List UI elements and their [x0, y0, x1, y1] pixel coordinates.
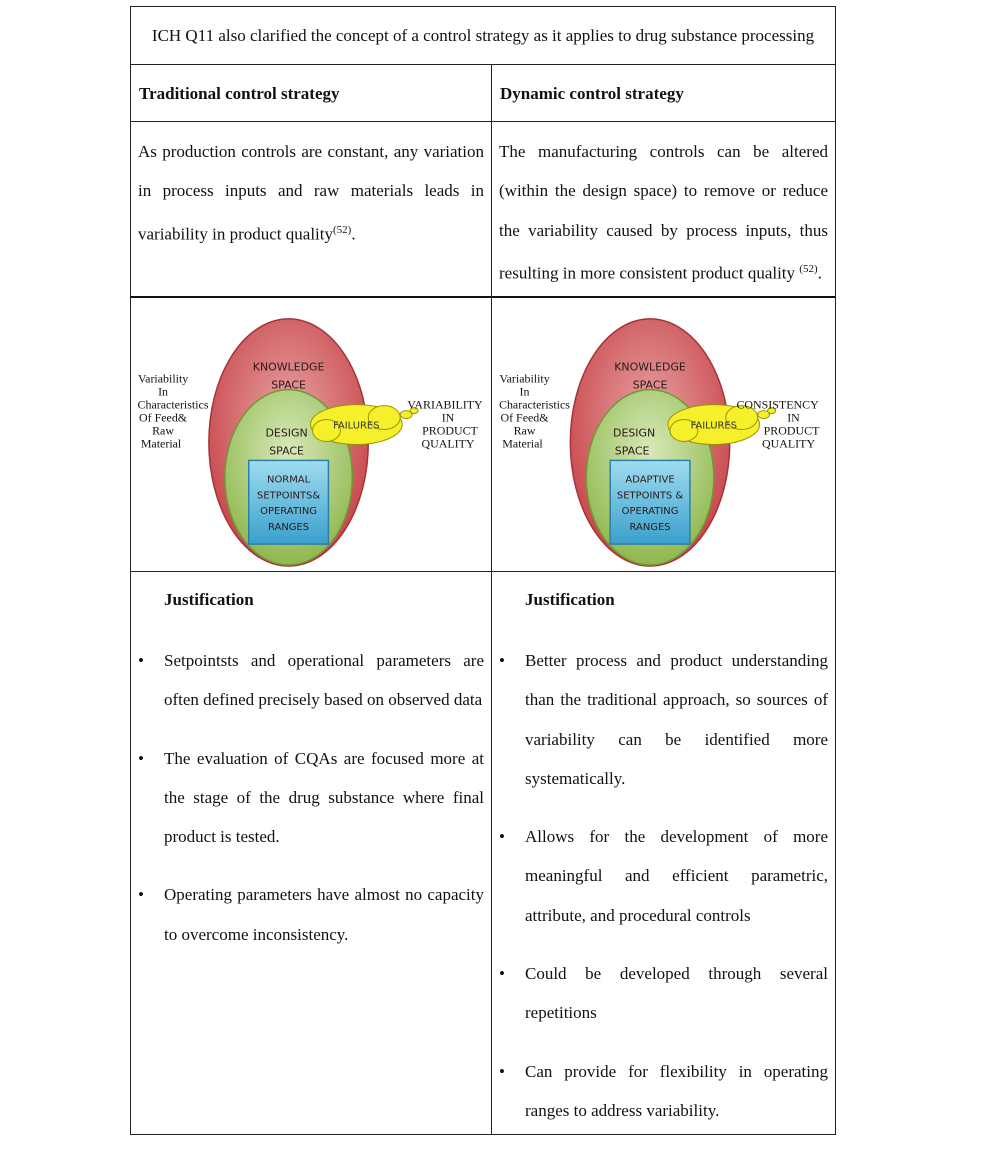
- output-label-2: IN: [787, 410, 800, 425]
- list-item: • Allows for the development of more meaningful and efficient parametric, attribute, and procedural controls: [492, 817, 828, 935]
- input-label-4: Of Feed&: [139, 410, 188, 425]
- knowledge-label-2: SPACE: [632, 378, 668, 392]
- output-label-4: QUALITY: [762, 436, 816, 451]
- design-label-2: SPACE: [614, 444, 650, 458]
- knowledge-label-1: KNOWLEDGE: [252, 360, 325, 374]
- list-item: • Setpointsts and operational parameters are often defined precisely based on observed data: [131, 641, 484, 720]
- bullet-icon: •: [499, 964, 505, 984]
- traditional-diagram-cell: [131, 298, 492, 571]
- box-label-1: NORMAL: [267, 474, 311, 486]
- input-label-6: Material: [502, 436, 543, 451]
- list-item: • Could be developed through several repetitions: [492, 954, 828, 1033]
- bullet-icon: •: [499, 827, 505, 847]
- dynamic-description-cell: [492, 122, 835, 296]
- diagram-row: [131, 298, 835, 572]
- justification-row: [131, 572, 835, 1134]
- table-caption: ICH Q11 also clarified the concept of a control strategy as it applies to drug substance processing: [151, 26, 815, 45]
- input-label-4: Of Feed&: [500, 410, 549, 425]
- box-label-4: RANGES: [268, 522, 310, 534]
- input-label-1: Variability: [499, 371, 550, 386]
- traditional-description: As production controls are constant, any variation in process inputs and raw materials leads in variability in product quality$^{(52)}$.: [138, 142, 484, 244]
- list-item: • Operating parameters have almost no capacity to overcome inconsistency.: [131, 875, 484, 954]
- box-label-1: ADAPTIVE: [625, 474, 675, 486]
- design-label-1: DESIGN: [265, 426, 308, 440]
- heading-row: [131, 65, 835, 122]
- input-label-5: Raw: [513, 423, 536, 438]
- dynamic-ref: (52): [799, 262, 818, 275]
- failures-label: FAILURES: [690, 420, 738, 432]
- knowledge-label-2: SPACE: [271, 378, 306, 392]
- input-label-2: In: [158, 384, 169, 399]
- traditional-bullet-list: [131, 641, 484, 973]
- dynamic-justification-title: Justification: [525, 590, 615, 609]
- traditional-heading: Traditional control strategy: [131, 65, 492, 121]
- box-label-2: SETPOINTS&: [257, 490, 321, 502]
- traditional-justification-title: Justification: [164, 590, 254, 609]
- list-item: • Better process and product understanding than the traditional approach, so sources of variability can be identified more systematically.: [492, 641, 828, 798]
- output-label-1: VARIABILITY: [407, 397, 483, 412]
- bullet-icon: •: [499, 651, 505, 670]
- output-label-3: PRODUCT: [422, 423, 478, 438]
- input-label-2: In: [519, 384, 530, 399]
- input-label-3: Characteristics: [499, 397, 570, 412]
- design-label-1: DESIGN: [613, 426, 656, 440]
- input-label-1: Variability: [137, 371, 189, 386]
- box-label-2: SETPOINTS &: [616, 490, 684, 502]
- output-label-3: PRODUCT: [763, 423, 820, 438]
- dynamic-diagram-cell: [492, 298, 835, 571]
- traditional-ref: (52): [333, 223, 352, 236]
- output-label-2: IN: [441, 410, 455, 425]
- input-label-6: Material: [140, 436, 182, 451]
- box-label-3: OPERATING: [260, 506, 318, 518]
- dynamic-heading: Dynamic control strategy: [500, 84, 684, 103]
- input-label-5: Raw: [152, 423, 174, 438]
- dynamic-bullet-list: [492, 641, 828, 1149]
- input-label-3: Characteristics: [137, 397, 209, 412]
- bullet-icon: •: [138, 651, 144, 670]
- traditional-description-cell: [131, 122, 492, 296]
- dynamic-description-text: The manufacturing controls can be altered (within the design space) to remove or reduce the variability caused by process inputs, thus resulting in more consistent product quality: [499, 142, 828, 283]
- output-label-1: CONSISTENCY: [736, 397, 819, 412]
- bullet-icon: •: [499, 1061, 505, 1081]
- table-caption-row: [131, 7, 835, 65]
- dynamic-description: The manufacturing controls can be altered (within the design space) to remove or reduce the variability caused by process inputs, thus resulting in more consistent product quality $^{(52)}$.: [499, 142, 828, 283]
- bullet-icon: •: [138, 748, 144, 768]
- list-item: • Can provide for flexibility in operating ranges to address variability.: [492, 1052, 828, 1131]
- box-label-3: OPERATING: [621, 506, 679, 518]
- traditional-diagram: [131, 298, 491, 571]
- description-row: [131, 122, 835, 298]
- dynamic-justification-cell: [492, 572, 835, 1134]
- knowledge-label-1: KNOWLEDGE: [614, 360, 686, 374]
- traditional-description-text: As production controls are constant, any variation in process inputs and raw materials leads in variability in product quality: [138, 142, 484, 244]
- traditional-justification-cell: [131, 572, 492, 1134]
- box-label-4: RANGES: [629, 522, 671, 534]
- design-label-2: SPACE: [269, 444, 304, 458]
- bullet-icon: •: [138, 885, 144, 905]
- output-label-4: QUALITY: [421, 436, 475, 451]
- dynamic-diagram: [492, 298, 835, 571]
- comparison-table: [130, 6, 836, 1135]
- list-item: • The evaluation of CQAs are focused more at the stage of the drug substance where final product is tested.: [131, 739, 484, 857]
- failures-label: FAILURES: [333, 420, 380, 432]
